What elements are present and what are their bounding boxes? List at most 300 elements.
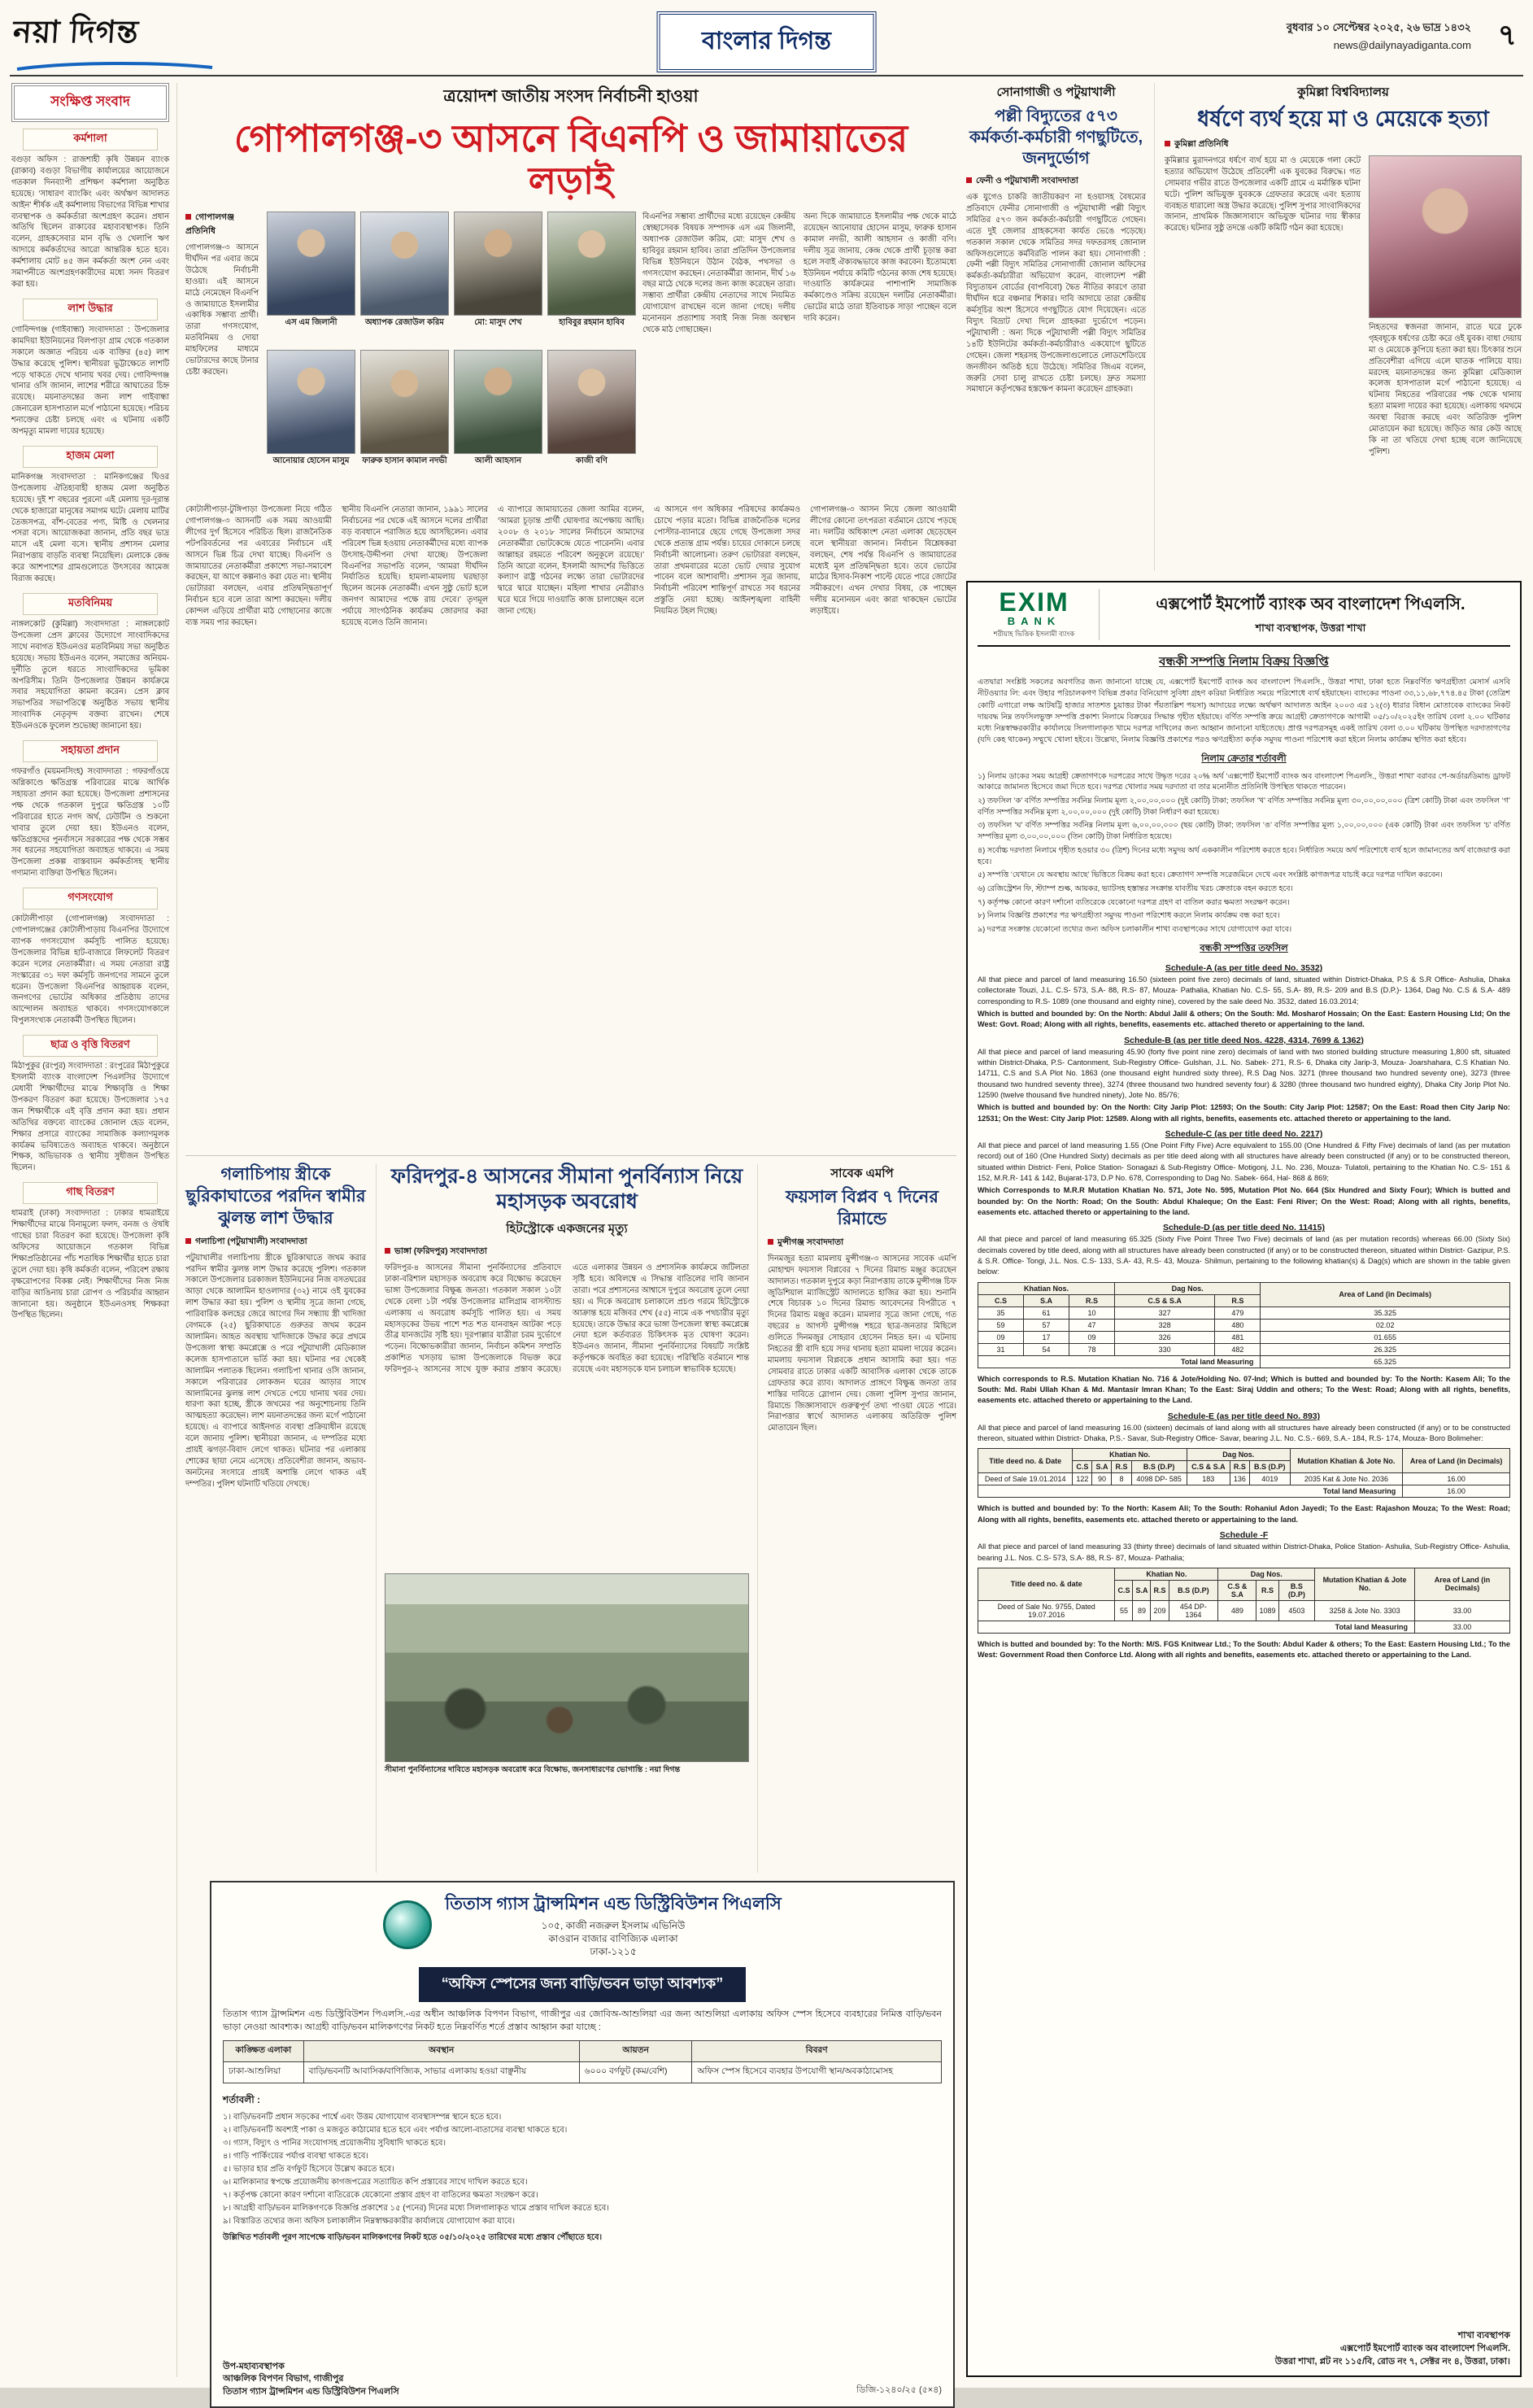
area-header: Area of Land (in Decimals)	[1403, 1449, 1510, 1473]
brief-news-item	[11, 888, 169, 1027]
schedule-d-group-row	[978, 1282, 1510, 1294]
exim-schedule-block	[978, 963, 1510, 1031]
titas-company-block	[445, 1891, 782, 1959]
table-cell: 35.325	[1261, 1307, 1510, 1319]
subheader-cell: R.S	[1069, 1294, 1114, 1307]
faridpur-headline: ফরিদপুর-৪ আসনের সীমানা পুনর্বিন্যাস নিয়ে মহাসড়ক অবরোধ	[390, 1165, 743, 1213]
logo-wordmark: নয়া দিগন্ত	[11, 15, 141, 50]
candidate-name: মো: মাসুদ শেখ	[474, 318, 522, 328]
titas-table-header-cell: আয়তন	[579, 2041, 692, 2062]
titas-ad-title: “অফিস স্পেসের জন্য বাড়ি/ভবন ভাড়া আবশ্যক”	[419, 1967, 746, 2002]
exim-condition-item: ৯) দরপত্র সংক্রান্ত যেকোনো তথ্যের জন্য অফিস চলাকালীন শাখা ব্যবস্থাপকের সাথে যোগাযোগ করা যাবে।	[978, 924, 1292, 934]
khatian-group-header: Khatian No.	[1115, 1568, 1218, 1580]
candidate-name: হাবিবুর রহমান হাবিব	[559, 318, 625, 328]
titas-table-header-row	[224, 2041, 942, 2062]
candidate-photo	[547, 350, 636, 454]
sonagaji-body: এক যুগেও চাকরি জাতীয়করণ না হওয়াসহ বৈষম্যের প্রতিবাদে ফেনীর সোনাগাজী ও পটুয়াখালী পল্লী বিদ্যুৎ সমিতির ৫৭৩ জন কর্মকর্তা-কর্মচারী গণছুটিতে গেছেন। এতে দুই জেলার গ্রাহকসেবা কার্যত ভেঙে পড়েছে। গতকাল সকাল থেকে সমিতির সদর দফতরসহ জোনাল অফিসগুলোতে কর্মবিরতি পালন করা হয়। সোনাগাজী : ফেনী পল্লী বিদ্যুৎ সমিতির সোনাগাজী জোনাল অফিসের কর্মকর্তা-কর্মচারীরা অভিযোগ করেন, বাংলাদেশ পল্লী বিদ্যুতায়ন বোর্ডের (বাপবিবো) দ্বৈত নীতির কারণে তারা দীর্ঘদিন ধরে বঞ্চনার শিকার। দাবি আদায়ে তারা কেন্দ্রীয় কর্মসূচির অংশ হিসেবে গণছুটিতে যোগ দিয়েছেন। এতে বিদ্যুৎ বিভ্রাট দেখা দিলে গ্রাহকরা দুর্ভোগে পড়েন। পটুয়াখালী : অন্য দিকে পটুয়াখালী পল্লী বিদ্যুৎ সমিতির ১৪টি ইউনিটের কর্মকর্তা-কর্মচারীরাও একযোগে ছুটিতে গেছেন। জেলা শহরসহ উপজেলাগুলোতে লোডশেডিংয়ে জনজীবন অতিষ্ঠ হয়ে উঠেছে। সমিতির জিএম বলেন, জরুরি সেবা চালু রাখতে চেষ্টা চলছে। দ্রুত সমস্যা সমাধানে কর্তৃপক্ষের হস্তক্ষেপ কামনা করেছেন গ্রাহকরা।	[966, 193, 1146, 395]
exim-condition-item: ১) নিলাম ডাকের সময় আগ্রহী ক্রেতাগণকে দরপত্রের সাথে উদ্ধৃত দরের ২০% অর্থ ‘এক্সপোর্ট ইমপোর্ট ব্যাংক অব বাংলাদেশ পিএলসি., উত্তরা শাখা’ বরাবর পে-অর্ডার/ডিমান্ড ড্রাফট আকারে জামানত হিসেবে জমা দিতে হবে। দরপত্র খোলার সময় দরদাতা বা তার মনোনীত প্রতিনিধি উপস্থিত থাকতে পারবেন।	[978, 770, 1510, 792]
remand-body: দিনমজুর হত্যা মামলায় মুন্সীগঞ্জ-৩ আসনের সাবেক এমপি মোহাম্মদ ফয়সাল বিপ্লবের ৭ দিনের রিমান্ড মঞ্জুর করেছেন আদালত। গতকাল দুপুরে কড়া নিরাপত্তায় তাকে মুন্সীগঞ্জ চিফ জুডিশিয়াল ম্যাজিস্ট্রেট আদালতে হাজির করা হয়। শুনানি শেষে বিচারক ১০ দিনের রিমান্ড আবেদনের বিপরীতে ৭ দিনের রিমান্ড মঞ্জুর করেন। মামলার সূত্রে জানা গেছে, গত বছরের ৪ আগস্ট মুন্সীগঞ্জ শহরে ছাত্র-জনতার মিছিলে গুলিতে দিনমজুর সোহরাব হোসেন নিহত হন। এ ঘটনায় নিহতের স্ত্রী বাদি হয়ে সদর থানায় হত্যা মামলা দায়ের করেন। মামলায় ফয়সাল বিপ্লবকে প্রধান আসামি করা হয়। গত সোমবার রাতে ঢাকার একটি আবাসিক এলাকা থেকে তাকে গ্রেফতার করে র‍্যাব। আদালত প্রাঙ্গণে বিক্ষুব্ধ জনতা তার শাস্তির দাবিতে স্লোগান দেয়। জেলা পুলিশ সুপার জানান, রিমান্ডে জিজ্ঞাসাবাদে গুরুত্বপূর্ণ তথ্য পাওয়া যেতে পারে। নিরাপত্তার স্বার্থে আদালত এলাকায় অতিরিক্ত পুলিশ মোতায়েন ছিল।	[768, 1254, 956, 1433]
dag-group-header: Dag Nos.	[1114, 1282, 1260, 1294]
page-number: ৭	[1497, 18, 1517, 51]
candidate-name: আনোয়ার হোসেন মাসুম	[272, 456, 350, 466]
brief-item-body: বগুড়া অফিস : রাজশাহী কৃষি উন্নয়ন ব্যাংক (রাকাব) বগুড়া বিভাগীয় কার্যালয়ের আয়োজনে গতকাল দিনব্যাপী প্রশিক্ষণ কর্মশালা অনুষ্ঠিত হয়েছে। ‘সাধারণ ব্যাংকিং এবং অর্থঋণ আদালত আইন’ শীর্ষক এই কর্মশালায় বিভাগের বিভিন্ন শাখার ব্যবস্থাপক ও কর্মকর্তারা অংশগ্রহণ করেন। প্রধান অতিথি ছিলেন রাকাবের মহাব্যবস্থাপক। তিনি বলেন, গ্রাহকসেবার মান বৃদ্ধি ও খেলাপি ঋণ আদায়ে কর্মকর্তাদের আরো আন্তরিক হতে হবে। কর্মশালায় মোট ৪৫ জন কর্মকর্তা অংশ নেন এবং সমাপনীতে অংশগ্রহণকারীদের মধ্যে সনদ বিতরণ করা হয়।	[11, 155, 169, 289]
exim-condition-item: ২) তফসিল ‘ক’ বর্ণিত সম্পত্তির সর্বনিম্ন নিলাম মূল্য ২,০০,০০,০০০ (দুই কোটি) টাকা; তফসিল ‘খ’ বর্ণিত সম্পত্তির সর্বনিম্ন মূল্য ৩০,০০,০০,০০০ (ত্রিশ কোটি) টাকা এবং তফসিল ‘গ’ বর্ণিত সম্পত্তির সর্বনিম্ন মূল্য ২,০০,০০,০০০ (দুই কোটি) টাকা নির্ধারণ করা হয়েছে।	[978, 795, 1510, 816]
subheader-cell: S.A	[1133, 1580, 1151, 1600]
brief-news-item	[11, 593, 169, 732]
table-cell: 54	[1023, 1343, 1069, 1355]
schedule-e-title: Schedule-E (as per title deed No. 893)	[1167, 1411, 1321, 1421]
total-value: 16.00	[1403, 1485, 1510, 1498]
faridpur-byline: ভাঙ্গা (ফরিদপুর) সংবাদদাতা	[385, 1245, 749, 1259]
titas-signature	[223, 2361, 399, 2398]
titas-table-header-cell: অবস্থান	[303, 2041, 579, 2062]
candidate-name: এস এম জিলানী	[285, 318, 338, 328]
candidate-figure	[547, 350, 636, 482]
titas-logo-icon	[383, 1900, 432, 1949]
table-cell: 481	[1215, 1331, 1261, 1343]
schedule-title: Schedule-C (as per title deed No. 2217)	[1165, 1128, 1323, 1139]
cumilla-body-left: কুমিল্লার মুরাদনগরে ধর্ষণে ব্যর্থ হয়ে মা ও মেয়েকে গলা কেটে হত্যার অভিযোগ উঠেছে প্রতিবেশী এক যুবকের বিরুদ্ধে। গত সোমবার গভীর রাতে উপজেলার একটি গ্রামে এ মর্মান্তিক ঘটনা ঘটে। পুলিশ অভিযুক্ত যুবককে গ্রেফতার করেছে এবং হত্যায় ব্যবহৃত ধারালো অস্ত্র উদ্ধার করেছে। পুলিশ সুপার সাংবাদিকদের জানান, প্রাথমিক জিজ্ঞাসাবাদে অভিযুক্ত ঘটনার দায় স্বীকার করেছে। ঘটনার সুষ্ঠু তদন্তে একটি কমিটি গঠন করা হয়েছে।	[1165, 155, 1361, 233]
titas-term-item: ৩। গ্যাস, বিদ্যুৎ ও পানির সংযোগসহ প্রয়োজনীয় সুবিধাদি থাকতে হবে।	[223, 2139, 446, 2148]
faridpur-subhead: হিটস্ট্রোকে একজনের মৃত্যু	[506, 1222, 628, 1237]
candidate-figure	[360, 212, 449, 343]
titas-signature-line: আঞ্চলিক বিপণন বিভাগ, গাজীপুর	[223, 2374, 344, 2384]
article-faridpur	[376, 1164, 758, 1873]
candidate-photo	[360, 350, 449, 454]
subheader-cell: R.S	[1230, 1461, 1249, 1473]
brief-item-body: কোটালীপাড়া (গোপালগঞ্জ) সংবাদদাতা : গোপালগঞ্জের কোটালীপাড়ায় বিএনপির উদ্যোগে ব্যাপক গণসংযোগ কর্মসূচি পালিত হয়েছে। উপজেলার বিভিন্ন হাট-বাজারে লিফলেট বিতরণ করেন দলের নেতাকর্মীরা। এ সময় নেতারা রাষ্ট্র সংস্কারের ৩১ দফা কর্মসূচি জনগণের সামনে তুলে ধরেন। উপজেলা বিএনপির আহ্বায়ক বলেন, জনগণের ভোটের অধিকার প্রতিষ্ঠায় তাদের আন্দোলন অব্যাহত থাকবে। গণসংযোগকালে বিপুলসংখ্যক নেতাকর্মী উপস্থিত ছিলেন।	[11, 914, 169, 1026]
table-row	[978, 1331, 1510, 1343]
exim-bank-name: এক্সপোর্ট ইমপোর্ট ব্যাংক অব বাংলাদেশ পিএলসি.	[1156, 595, 1465, 613]
table-cell: 55	[1115, 1600, 1133, 1621]
exim-conditions-title: নিলাম ক্রেতার শর্তাবলী	[1201, 753, 1287, 764]
exim-condition-item: ৭) কর্তৃপক্ষ কোনো কারণ দর্শানো ব্যতিরেকে যেকোনো দরপত্র গ্রহণ বা বাতিল করার ক্ষমতা সংরক্ষণ করেন।	[978, 896, 1290, 906]
candidate-figure	[454, 350, 542, 482]
candidate-name: কাজী বণি	[576, 456, 608, 466]
total-row	[978, 1485, 1510, 1498]
subheader-cell: C.S	[978, 1294, 1024, 1307]
table-cell: 136	[1230, 1473, 1249, 1485]
exim-schedule-block	[978, 1036, 1510, 1124]
lead-story	[185, 83, 956, 1147]
candidate-photo	[547, 212, 636, 316]
schedule-text: All that piece and parcel of land measuring 45.90 (forty five point nine zero) decimals of land with two storied building structure measuring 1,800 sft, situated within District-Dhaka, P.S- Cantonment, Sub-Registry Office- Gulshan, J.L. No. Sabek- 271, R.S- 6, Dhaka city Jarip-3, Mouza- Joarshahara, C.S Khatian No. 14711, C.S and S.A Plot No. 1863 (one thousand eight hundred sixty three), R.S Dag Nos. 3271 (three thousand two hundred seventy one), 3273 (three thousand two hundred seventy three), 3274 (three thousand two hundred seventy four) & 3280 (three thousand two hundred eighty), Dhaka City Jorip Plot No. 12590 (twelve thousand five hundred ninety), Jote No. 85/76;	[978, 1047, 1510, 1099]
middle-articles-row	[185, 1155, 956, 1873]
exim-title-block	[1111, 592, 1510, 638]
right-column	[966, 83, 1522, 2379]
subheader-cell: R.S	[1112, 1461, 1131, 1473]
victim-photo	[1369, 155, 1522, 318]
galachipa-byline: গলাচিপা (পটুয়াখালী) সংবাদদাতা	[185, 1236, 366, 1250]
table-cell: 209	[1151, 1600, 1169, 1621]
titas-requirements-table	[223, 2040, 942, 2083]
article-cumilla	[1165, 83, 1522, 571]
titas-footer	[223, 2361, 942, 2398]
schedule-d-title: Schedule-D (as per title deed No. 11415)	[1163, 1223, 1325, 1233]
brief-news-column	[11, 83, 177, 2377]
brief-item-body: ধামরাই (ঢাকা) সংবাদদাতা : ঢাকার ধামরাইয়ে শিক্ষার্থীদের মাঝে বিনামূল্যে ফলদ, বনজ ও ঔষধি গাছের চারা বিতরণ করা হয়েছে। উপজেলা কৃষি অফিসের আয়োজনে গতকাল বিভিন্ন শিক্ষাপ্রতিষ্ঠানের পাঁচ শতাধিক শিক্ষার্থীর হাতে চারা তুলে দেয়া হয়। কৃষি কর্মকর্তা বলেন, পরিবেশ রক্ষায় বৃক্ষরোপণের বিকল্প নেই। শিক্ষার্থীদের নিজ নিজ বাড়ির আঙিনায় চারা রোপণ ও পরিচর্যার আহ্বান জানানো হয়। অনুষ্ঠানে ইউএনওসহ শিক্ষকরা উপস্থিত ছিলেন।	[11, 1209, 169, 1320]
subheader-cell: R.S	[1151, 1580, 1169, 1600]
titas-gas-ad	[210, 1881, 955, 2408]
center-column	[185, 83, 956, 2397]
lead-headline: গোপালগঞ্জ-৩ আসনে বিএনপি ও জামায়াতের লড়াই	[233, 117, 908, 202]
table-cell: 01.655	[1261, 1331, 1510, 1343]
logo-swoosh-icon	[13, 60, 216, 73]
galachipa-body: পটুয়াখালীর গলাচিপায় স্ত্রীকে ছুরিকাঘাতে জখম করার পরদিন স্বামীর ঝুলন্ত লাশ উদ্ধার করেছে পুলিশ। গতকাল সকালে উপজেলার চরকাজল ইউনিয়নের নিজ বসতঘরের আড়া থেকে আলামিন হাওলাদার (৩২) নামে ওই যুবকের লাশ উদ্ধার করা হয়। পুলিশ ও স্থানীয় সূত্রে জানা গেছে, পারিবারিক কলহের জেরে আগের দিন সন্ধ্যায় স্ত্রী খাদিজা বেগমকে (২৫) ছুরিকাঘাতে গুরুতর জখম করেন আলামিন। আহত অবস্থায় খাদিজাকে উদ্ধার করে প্রথমে উপজেলা স্বাস্থ্য কমপ্লেক্সে ও পরে পটুয়াখালী মেডিক্যাল কলেজ হাসপাতালে ভর্তি করা হয়। ঘটনার পর থেকেই আলামিন পলাতক ছিলেন। গলাচিপা থানার ওসি জানান, সকালে পরিবারের লোকজন ঘরের আড়ার সাথে আলামিনের ঝুলন্ত লাশ দেখতে পেয়ে থানায় খবর দেয়। ধারণা করা হচ্ছে, স্ত্রীকে জখমের পর অনুশোচনায় তিনি আত্মহত্যা করেছেন। লাশ ময়নাতদন্তের জন্য মর্গে পাঠানো হয়েছে। এ ব্যাপারে আইনগত ব্যবস্থা প্রক্রিয়াধীন রয়েছে বলে জানায় পুলিশ। স্থানীয়রা জানান, এ দম্পতির মধ্যে প্রায়ই ঝগড়া-বিবাদ লেগে থাকত। ঘটনার পর এলাকায় শোকের ছায়া নেমে এসেছে। প্রতিবেশীরা জানান, অভাব-অনটনের সংসারে প্রায়ই অশান্তি লেগে থাকত এই দম্পতির। পুলিশ ঘটনাটি খতিয়ে দেখছে।	[185, 1253, 366, 1489]
newspaper-logo	[13, 8, 257, 77]
candidate-photo	[454, 350, 542, 454]
schedule-f-title: Schedule -F	[1219, 1530, 1269, 1541]
table-cell: 454 DP- 1364	[1169, 1600, 1218, 1621]
brief-item-title: কর্মশালা	[23, 129, 159, 150]
brief-news-header	[11, 83, 169, 122]
table-cell: 326	[1114, 1331, 1214, 1343]
schedule-d-rows	[978, 1307, 1510, 1355]
titas-table-cell: অফিস স্পেস হিসেবে ব্যবহার উপযোগী স্থান/অবকাঠামোসহ	[692, 2062, 942, 2083]
table-cell: 33.00	[1414, 1600, 1509, 1621]
titas-table-cell: ৬০০০ বর্গফুট (কম/বেশি)	[579, 2062, 692, 2083]
brief-item-body: মানিকগঞ্জ সংবাদদাতা : মানিকগঞ্জের ঘিওর উপজেলায় ঐতিহ্যবাহী হাজম মেলা অনুষ্ঠিত হয়েছে। দুই শ’ বছরের পুরনো এই মেলায় দূর-দূরান্ত থেকে হাজারো মানুষের সমাগম ঘটে। মেলায় মাটির তৈজসপত্র, বাঁশ-বেতের পণ্য, মিষ্টি ও খেলনার পসরা বসে। আয়োজকরা জানান, প্রতি বছর ভাদ্র মাসে এই মেলা বসে। স্থানীয় প্রশাসন মেলার নিরাপত্তায় বাড়তি ব্যবস্থা নিয়েছিল। মেলাকে কেন্দ্র করে আশপাশের গ্রামগুলোতে উৎসবের আমেজ বিরাজ করছে।	[11, 472, 169, 584]
table-cell: 61	[1023, 1307, 1069, 1319]
subheader-cell: C.S	[1073, 1461, 1092, 1473]
brief-news-item	[11, 1035, 169, 1174]
lead-kicker: ত্রয়োদশ জাতীয় সংসদ নির্বাচনী হাওয়া	[443, 87, 699, 106]
titas-terms-list	[223, 2112, 942, 2229]
table-row	[978, 1473, 1510, 1485]
cumilla-body-right: নিহতদের স্বজনরা জানান, রাতে ঘরে ঢুকে গৃহবধূকে ধর্ষণের চেষ্টা করে ওই যুবক। বাধা দেয়ায় মা ও মেয়েকে কুপিয়ে হত্যা করা হয়। চিৎকার শুনে প্রতিবেশীরা এগিয়ে এলে ঘাতক পালিয়ে যায়। মরদেহ ময়নাতদন্তের জন্য কুমিল্লা মেডিক্যাল কলেজ হাসপাতাল মর্গে পাঠানো হয়েছে। এ ঘটনায় নিহতের পরিবারের পক্ষ থেকে থানায় হত্যা মামলা দায়ের করা হয়েছে। এলাকায় থমথমে অবস্থা বিরাজ করছে এবং অতিরিক্ত পুলিশ মোতায়েন করা হয়েছে। জড়িত আর কেউ আছে কি না তা খতিয়ে দেখা হচ্ছে বলে জানিয়েছে পুলিশ।	[1369, 322, 1522, 456]
candidate-photo	[360, 212, 449, 316]
contact-email-link[interactable]: news@dailynayadiganta.com	[1333, 38, 1471, 51]
titas-signature-line: উপ-মহাব্যবস্থাপক	[223, 2361, 285, 2371]
subheader-cell: B.S (D.P)	[1249, 1461, 1290, 1473]
table-row	[978, 1319, 1510, 1331]
dag-group-header: Dag Nos.	[1187, 1449, 1290, 1461]
table-cell: 26.325	[1261, 1343, 1510, 1355]
schedule-e-rows	[978, 1473, 1510, 1485]
schedule-f-rows	[978, 1600, 1510, 1621]
brief-item-title: সহায়তা প্রদান	[23, 740, 159, 762]
candidate-name: আলী আহসান	[474, 456, 522, 466]
cumilla-headline: ধর্ষণে ব্যর্থ হয়ে মা ও মেয়েকে হত্যা	[1197, 107, 1489, 131]
faridpur-body: ফরিদপুর-৪ আসনের সীমানা পুনর্বিন্যাসের প্রতিবাদে ঢাকা-বরিশাল মহাসড়ক অবরোধ করে বিক্ষোভ করেছেন ভাঙ্গা উপজেলার বিক্ষুব্ধ জনতা। গতকাল সকাল ১০টা থেকে বেলা ১টা পর্যন্ত উপজেলার মালিগ্রাম বাসস্ট্যান্ড এলাকায় এ অবরোধ কর্মসূচি পালিত হয়। এ সময় মহাসড়কের উভয় পাশে শত শত যানবাহন আটকা পড়ে তীব্র যানজটের সৃষ্টি হয়। দূরপাল্লার যাত্রীরা চরম দুর্ভোগে পড়েন। বিক্ষোভকারীরা জানান, নির্বাচন কমিশন সম্প্রতি প্রকাশিত খসড়ায় ভাঙ্গা উপজেলাকে বিভক্ত করে ফরিদপুর-২ আসনের সাথে যুক্ত করার প্রস্তাব করেছে। এতে এলাকার উন্নয়ন ও প্রশাসনিক কার্যক্রমে জটিলতা সৃষ্টি হবে। অবিলম্বে এ সিদ্ধান্ত বাতিলের দাবি জানান তারা। পরে প্রশাসনের আশ্বাসে দুপুরে অবরোধ তুলে নেয়া হয়। এ দিকে অবরোধ চলাকালে প্রচণ্ড গরমে হিটস্ট্রোকে আক্রান্ত হয়ে মজিবর শেখ (৫৫) নামে এক পথচারীর মৃত্যু হয়েছে। তাকে উদ্ধার করে ভাঙ্গা উপজেলা স্বাস্থ্য কমপ্লেক্সে নেয়া হলে কর্তব্যরত চিকিৎসক মৃত ঘোষণা করেন। ইউএনও জানান, সীমানা পুনর্বিন্যাসের বিষয়টি সংশ্লিষ্ট কর্তৃপক্ষকে অবহিত করা হয়েছে। পরিস্থিতি বর্তমানে শান্ত রয়েছে এবং মহাসড়কে যান চলাচল স্বাভাবিক হয়েছে।	[385, 1263, 749, 1375]
candidate-figure	[267, 212, 355, 343]
table-cell: 8	[1112, 1473, 1131, 1485]
brief-item-title: মতবিনিময়	[23, 593, 159, 615]
schedule-e-bounded: Which is butted and bounded by: To the North: Kasem Ali; To the South: Rohaniul Adon Jayedi; To the East: Rajashon Mouza; To the West: Road; Along with all rights, benefits, easements etc. attached thereto or appertaining to the land.	[978, 1504, 1510, 1524]
total-label: Total land Measuring	[978, 1485, 1403, 1498]
titas-table-header-cell: কাঙ্ক্ষিত এলাকা	[224, 2041, 304, 2062]
candidate-photo	[454, 212, 542, 316]
lead-intro-column	[185, 212, 259, 495]
lead-byline: গোপালগঞ্জ প্রতিনিধি	[185, 212, 259, 239]
table-cell: 35	[978, 1307, 1024, 1319]
table-row	[978, 1600, 1510, 1621]
subheader-cell: C.S	[1115, 1580, 1133, 1600]
exim-legal-text: এতদ্বারা সংশ্লিষ্ট সকলের অবগতির জন্য জানানো যাচ্ছে যে, এক্সপোর্ট ইমপোর্ট ব্যাংক অব বাংলাদেশ পিএলসি., উত্তরা শাখা, ঢাকা হতে নিম্নবর্ণিত ঋণগ্রহীতা মেসার্স এসবি নীটওয়্যার লি: এবং উহার পরিচালকগণ বিভিন্ন প্রকার বিনিয়োগ সুবিধা গ্রহণ করিয়া নির্ধারিত সময়ে পরিশোধে ব্যর্থ হইয়াছেন। ব্যাংকের পাওনা ৩৩,১১,৬৮,৭৭৪.৪৫ টাকা (তেত্রিশ কোটি এগারো লক্ষ আটষট্টি হাজার সাতশত চুয়াত্তর টাকা পঁয়তাল্লিশ পয়সা) আদায়ের লক্ষ্যে অর্থঋণ আদালত আইন ২০০৩ এর ১২(৩) ধারার বিধান মোতাবেক ব্যাংকের নিকট দায়বদ্ধ নিম্ন তফসিলভুক্ত সম্পত্তি প্রকাশ্য নিলামে বিক্রয়ের সিদ্ধান্ত গৃহীত হইয়াছে। বর্ণিত সম্পত্তি ক্রয়ে আগ্রহী ক্রেতাগণকে আগামী ০৫/১০/২০২৫ইং তারিখ বেলা ২.০০ ঘটিকার মধ্যে নিম্নস্বাক্ষরকারীর কার্যালয়ে সিলগালাকৃত খামে দরপত্র দাখিলের জন্য আহ্বান জানানো যাইতেছে। প্রাপ্ত দরপত্রসমূহ একই তারিখ বেলা ৩.০০ ঘটিকায় উপস্থিত দরদাতাগণের (যদি কেহ থাকেন) সম্মুখে খোলা হইবে। উল্লেখ্য, নিলাম বিজ্ঞপ্তি প্রকাশের পরও ঋণগ্রহীতা কর্তৃক সমুদয় পাওনা পরিশোধ করা হইলে নিলাম কার্যক্রম স্থগিত করা হইবে।	[978, 678, 1510, 745]
candidate-figure	[360, 350, 449, 482]
section-banner-label: বাংলার দিগন্ত	[702, 28, 831, 55]
brief-item-body: নাঙ্গলকোট (কুমিল্লা) সংবাদদাতা : নাঙ্গলকোট উপজেলা প্রেস ক্লাবের উদ্যোগে সাংবাদিকদের সাথে নবাগত ইউএনওর মতবিনিময় সভা অনুষ্ঠিত হয়েছে। সভায় ইউএনও বলেন, সমাজের অনিয়ম-দুর্নীতি তুলে ধরতে সাংবাদিকদের ভূমিকা অপরিসীম। তিনি উপজেলার উন্নয়ন কার্যক্রমে সবার সহযোগিতা কামনা করেন। প্রেস ক্লাব সভাপতির সভাপতিত্বে অনুষ্ঠিত সভায় স্থানীয় সাংবাদিক নেতৃবৃন্দ বক্তব্য রাখেন। শেষে ইউএনওকে ফুলেল শুভেচ্ছা জানানো হয়।	[11, 620, 169, 731]
exim-condition-item: ৫) সম্পত্তি ‘যেখানে যে অবস্থায় আছে’ ভিত্তিতে বিক্রয় করা হবে। ক্রেতাগণ সম্পত্তি সরেজমিনে দেখে এবং সংশ্লিষ্ট কাগজপত্র যাচাই করে দরপত্র দাখিল করবেন।	[978, 870, 1443, 879]
date-line: বুধবার ১০ সেপ্টেম্বর ২০২৫, ২৬ ভাদ্র ১৪৩২	[1286, 21, 1471, 33]
brief-news-item	[11, 740, 169, 879]
total-label: Total land Measuring	[978, 1621, 1415, 1633]
article-remand	[768, 1164, 956, 1873]
exim-signature-line: এক্সপোর্ট ইমপোর্ট ব্যাংক অব বাংলাদেশ পিএলসি.	[1339, 2344, 1510, 2354]
titas-company-name: তিতাস গ্যাস ট্রান্সমিশন এন্ড ডিস্ট্রিবিউশন পিএলসি	[445, 1895, 782, 1914]
brief-item-title: লাশ উদ্ধার	[23, 299, 159, 321]
brief-item-body: মিঠাপুকুর (রংপুর) সংবাদদাতা : রংপুরের মিঠাপুকুরে ইসলামী ব্যাংক বাংলাদেশ পিএলসির উদ্যোগে মেধাবী শিক্ষার্থীদের মাঝে শিক্ষাবৃত্তি ও শিক্ষা উপকরণ বিতরণ করা হয়েছে। উপজেলার ১৭৫ জন শিক্ষার্থীকে এই বৃত্তি প্রদান করা হয়। প্রধান অতিথির বক্তব্যে ব্যাংকের জোনাল হেড বলেন, শিক্ষার প্রসারে ব্যাংকের সামাজিক কল্যাণমূলক কার্যক্রম ভবিষ্যতেও অব্যাহত থাকবে। অনুষ্ঠানে শিক্ষক, অভিভাবক ও স্থানীয় সুধীজন উপস্থিত ছিলেন।	[11, 1062, 169, 1173]
right-top-articles	[966, 83, 1522, 571]
schedule-e-group-row	[978, 1449, 1510, 1461]
exim-bank-ad	[966, 581, 1522, 2377]
titas-table-header-cell: বিবরণ	[692, 2041, 942, 2062]
brief-news-item	[11, 129, 169, 290]
brief-news-list	[11, 129, 169, 1321]
table-cell: 122	[1073, 1473, 1092, 1485]
masthead-meta	[1287, 20, 1471, 55]
section-banner	[656, 11, 877, 72]
candidate-photo-grid	[267, 212, 634, 495]
table-row	[978, 1343, 1510, 1355]
titas-table-data-row	[224, 2062, 942, 2083]
titas-signature-line: তিতাস গ্যাস ট্রান্সমিশন এন্ড ডিস্ট্রিবিউশন পিএলসি	[223, 2386, 399, 2397]
brief-news-item	[11, 446, 169, 585]
brief-item-body: গফরগাঁও (ময়মনসিংহ) সংবাদদাতা : গফরগাঁওয়ে অগ্নিকাণ্ডে ক্ষতিগ্রস্ত পরিবারের মাঝে আর্থিক সহায়তা প্রদান করা হয়েছে। উপজেলা প্রশাসনের পক্ষ থেকে গতকাল দুপুরে ক্ষতিগ্রস্ত ১০টি পরিবারের হাতে নগদ অর্থ, ঢেউটিন ও শুকনো খাবার তুলে দেয়া হয়। ইউএনও বলেন, ক্ষতিগ্রস্তদের পুনর্বাসনে সরকারের পক্ষ থেকে সম্ভব সব ধরনের সহযোগিতা অব্যাহত থাকবে। এ সময় উপজেলা প্রকল্প বাস্তবায়ন কর্মকর্তাসহ স্থানীয় গণ্যমান্য ব্যক্তিরা উপস্থিত ছিলেন।	[11, 767, 169, 879]
mutation-header: Mutation Khatian & Jote No.	[1315, 1568, 1415, 1600]
lead-body-columns	[185, 504, 956, 1147]
table-cell: 09	[1069, 1331, 1114, 1343]
table-cell: 90	[1092, 1473, 1112, 1485]
exim-schedule-block	[978, 1129, 1510, 1218]
schedule-d-bounded: Which corresponds to R.S. Mutation Khatian No. 716 & Jote/Holding No. 07-Ind; Which is butted and bounded by: To the North: Kasem Ali; To the South: Md. Rabi Ullah Khan & Md. Mantasir Imran Khan; To the East: Siraj Uddin and others; To the West: Road; Along with all rights, benefits, easements etc. attached thereto or appertaining to the Land.	[978, 1374, 1510, 1405]
brief-news-title: সংক্ষিপ্ত সংবাদ	[50, 94, 130, 109]
candidate-photo	[267, 212, 355, 316]
subheader-cell: C.S & S.A	[1187, 1461, 1230, 1473]
exim-signature	[978, 2330, 1510, 2369]
mutation-header: Mutation Khatian & Jote No.	[1290, 1449, 1403, 1473]
titas-intro-text: তিতাস গ্যাস ট্রান্সমিশন এন্ড ডিস্ট্রিবিউশন পিএলসি.-এর অধীন আঞ্চলিক বিপণন বিভাগ, গাজীপুর এর জোবিঅ-আশুলিয়া এর জন্য আশুলিয়া এলাকায় অফিস স্পেস হিসেবে ব্যবহারের নিমিত্ত বাড়ি/ভবন ভাড়া নেওয়া আবশ্যক। আগ্রহী বাড়ি/ভবন মালিকগণের নিকট হতে নিম্নবর্ণিত শর্তে প্রস্তাব আহ্বান করা যাচ্ছে :	[223, 2009, 942, 2032]
table-cell: Deed of Sale No. 9755, Dated 19.07.2016	[978, 1600, 1115, 1621]
schedule-f-group-row	[978, 1568, 1510, 1580]
titas-address-3: ঢাকা-১২১৫	[590, 1946, 637, 1958]
schedule-d-table	[978, 1282, 1510, 1368]
titas-term-item: ৪। গাড়ি পার্কিংয়ের পর্যাপ্ত ব্যবস্থা থাকতে হবে।	[223, 2152, 368, 2162]
lead-body-column: কোটালীপাড়া-টুঙ্গিপাড়া উপজেলা নিয়ে গঠিত গোপালগঞ্জ-৩ আসনটি এক সময় আওয়ামী লীগের দুর্গ হিসেবে পরিচিত ছিল। রাজনৈতিক পটপরিবর্তনের পর এবারের নির্বাচনে এই আসনে ভিন্ন চিত্র দেখা যাচ্ছে। বিএনপি ও জামায়াতের নেতাকর্মীরা প্রকাশ্যে সভা-সমাবেশ করছেন, যা আগে কল্পনাও করা যেত না। স্থানীয় ভোটাররা বলছেন, এবার প্রতিদ্বন্দ্বিতাপূর্ণ নির্বাচন হবে বলে তারা আশা করছেন। দলীয় কোন্দল এড়িয়ে প্রার্থীরা মাঠ গোছানোর কাজে ব্যস্ত সময় পার করছেন।	[185, 505, 332, 628]
schedule-d-text: All that piece and parcel of land measuring 65.325 (Sixty Five Point Three Two Five) decimals of land (as per mutation records) whereas 66.00 (Sixty Six) decimals covered by title deed, along with all structures have already been constructed (if any) or to be constructed thereon, situated within District- Gazipur, P.S. & S.R. Office- Tongi, J.L. Nos. C.S- 133, S.A- 43, R.S- 43, Mouza- Shilmun, pertaining to the following khatian(s) & Dag(s) which are shown in the table given below:	[978, 1235, 1510, 1276]
candidate-name: অধ্যাপক রেজাউল করিম	[365, 318, 444, 328]
lead-top-block	[185, 212, 956, 495]
lead-column-3: অন্য দিকে জামায়াতে ইসলামীর পক্ষ থেকে মাঠে রয়েছেন আনোয়ার হোসেন মাসুম, ফারুক হাসান কামাল নদভী, আলী আহসান ও কাজী বণি। দলীয় সূত্র জানায়, কেন্দ্র থেকে প্রার্থী চূড়ান্ত করা হলে সবাই ঐক্যবদ্ধভাবে কাজ করবেন। ইতোমধ্যে ইউনিয়ন পর্যায়ে কমিটি গঠনের কাজ শেষ হয়েছে। দাওয়াতি কার্যক্রমের পাশাপাশি সামাজিক কর্মকাণ্ডেও সক্রিয় রয়েছেন দলটির নেতাকর্মীরা। ভোটের মাঠে তারা ইতিবাচক সাড়া পাচ্ছেন বলে দাবি করেন।	[804, 212, 956, 324]
table-cell: 16.00	[1403, 1473, 1510, 1485]
lead-body-column: গোপালগঞ্জ-৩ আসন নিয়ে জেলা আওয়ামী লীগের কোনো তৎপরতা বর্তমানে চোখে পড়ছে না। দলটির অধিকাংশ নেতা এলাকা ছেড়েছেন বলে স্থানীয়রা জানান। নির্বাচন বিশ্লেষকরা বলছেন, শেষ পর্যন্ত বিএনপি ও জামায়াতের মধ্যেই মূল প্রতিদ্বন্দ্বিতা হবে। তবে ভোটের মাঠের হিসাব-নিকাশ পাল্টে যেতে পারে জোটের সমীকরণে। এখন দেখার বিষয়, কে পাচ্ছেন দলীয় মনোনয়ন এবং কারা থাকছেন ভোটের লড়াইয়ে।	[810, 505, 956, 617]
table-cell: 02.02	[1261, 1319, 1510, 1331]
table-cell: 480	[1215, 1319, 1261, 1331]
table-cell: 330	[1114, 1343, 1214, 1355]
schedule-title: Schedule-A (as per title deed No. 3532)	[1165, 962, 1323, 973]
table-cell: 78	[1069, 1343, 1114, 1355]
brief-item-title: হাজম মেলা	[23, 446, 159, 468]
total-row	[978, 1355, 1510, 1368]
lead-body-column: এ ব্যাপারে জামায়াতের জেলা আমির বলেন, ‘আমরা চূড়ান্ত প্রার্থী ঘোষণার অপেক্ষায় আছি। ২০০৮ ও ২০১৮ সালের নির্বাচনে আমাদের নেতাকর্মীরা ভোটকেন্দ্রে যেতে পারেননি। এবার আল্লাহর রহমতে পরিবেশ অনুকূলে রয়েছে।’ তিনি আরো বলেন, ইসলামী আদর্শের ভিত্তিতে কল্যাণ রাষ্ট্র গঠনের লক্ষ্যে তারা ভোটারদের দ্বারে দ্বারে যাচ্ছেন। মহিলা শাখার নেত্রীরাও ঘরে ঘরে গিয়ে দাওয়াতি কাজ চালাচ্ছেন বলে জানা গেছে।	[498, 505, 644, 617]
table-cell: 47	[1069, 1319, 1114, 1331]
sonagaji-kicker: সোনাগাজী ও পটুয়াখালী	[996, 85, 1116, 99]
candidate-figure	[267, 350, 355, 482]
titas-table-cell: বাড়ি/ভবনটি আবাসিক/বাণিজ্যিক, সাভার এলাকায় হওয়া বাঞ্ছনীয়	[303, 2062, 579, 2083]
subheader-cell: C.S & S.A	[1218, 1580, 1256, 1600]
candidate-figure	[547, 212, 636, 343]
article-galachipa	[185, 1164, 366, 1873]
titas-term-item: ১। বাড়ি/ভবনটি প্রধান সড়কের পার্শ্বে এবং উত্তম যোগাযোগ ব্যবস্থাসম্পন্ন স্থানে হতে হবে।	[223, 2113, 502, 2122]
total-value: 65.325	[1261, 1355, 1510, 1368]
brief-news-item	[11, 299, 169, 438]
cumilla-body-block	[1165, 155, 1522, 458]
remand-byline: মুন্সীগঞ্জ সংবাদদাতা	[768, 1237, 956, 1250]
schedule-title: Schedule-B (as per title deed Nos. 4228, 4314, 7699 & 1362)	[1124, 1035, 1364, 1045]
exim-ad-header	[978, 589, 1510, 647]
subheader-cell: B.S (D.P)	[1278, 1580, 1315, 1600]
titas-address-1: ১০৫, কাজী নজরুল ইসলাম এভিনিউ	[541, 1920, 686, 1932]
exim-notice-title: বন্ধকী সম্পত্তি নিলাম বিক্রয় বিজ্ঞপ্তি	[1159, 655, 1329, 669]
exim-logo-word: EXIM	[999, 587, 1069, 617]
schedule-f-text: All that piece and parcel of land measuring 33 (thirty three) decimals of land situated within District-Dhaka, Police Station- Ashulia, Sub-Registry Office- Ashulia, bearing J.L. Nos. C.S- 573, S.A- 88, R.S- 87, Mouza- Pathalia;	[978, 1542, 1510, 1562]
subheader-cell: S.A	[1023, 1294, 1069, 1307]
lead-column-2: বিএনপির সম্ভাব্য প্রার্থীদের মধ্যে রয়েছেন কেন্দ্রীয় স্বেচ্ছাসেবক বিষয়ক সম্পাদক এস এম জিলানী, অধ্যাপক রেজাউল করিম, মো: মাসুদ শেখ ও হাবিবুর রহমান হাবিব। তারা প্রতিদিন উপজেলার বিভিন্ন ইউনিয়নে উঠান বৈঠক, পথসভা ও গণসংযোগ করছেন। নেতাকর্মীরা জানান, দীর্ঘ ১৬ বছর মাঠে থেকে দলের জন্য কাজ করেছেন তারা। সম্ভাব্য প্রার্থীরা কেন্দ্রীয় নেতাদের সাথে নিয়মিত যোগাযোগ রাখছেন বলে জানা গেছে। দলীয় মনোনয়ন প্রত্যাশায় সবাই নিজ নিজ অবস্থান থেকে মাঠ গোছাচ্ছেন।	[642, 212, 795, 335]
table-cell: Deed of Sale 19.01.2014	[978, 1473, 1073, 1485]
remand-headline: ফয়সাল বিপ্লব ৭ দিনের রিমান্ডে	[786, 1188, 939, 1228]
candidate-figure	[454, 212, 542, 343]
table-cell: 1089	[1256, 1600, 1278, 1621]
table-cell: 17	[1023, 1331, 1069, 1343]
brief-item-title: গাছ বিতরণ	[23, 1182, 159, 1204]
road-blockade-photo	[385, 1573, 749, 1762]
table-cell: 57	[1023, 1319, 1069, 1331]
subheader-cell: R.S	[1256, 1580, 1278, 1600]
exim-condition-item: ৪) সর্বোচ্চ দরদাতা নিলামে গৃহীত হওয়ার ৩০ (ত্রিশ) দিনের মধ্যে সমুদয় অর্থ এককালীন পরিশোধ করতে হবে। নির্ধারিত সময়ে অর্থ পরিশোধে ব্যর্থ হলে জামানতের অর্থ বাজেয়াপ্ত করা হবে।	[978, 844, 1510, 866]
table-cell: 2035 Kat & Jote No. 2036	[1290, 1473, 1403, 1485]
schedule-bounded-text: Which is butted and bounded by: On the North: City Jarip Plot: 12593; On the South: City Jarip Plot: 12587; On the East: Road then City Jarip No: 12531; On the West: City Jarip Plot: 12589. Along with all rights, benefits, easements etc. attached thereto or appertaining to the land.	[978, 1103, 1510, 1123]
exim-logo-bank: BANK	[1007, 615, 1061, 627]
titas-term-item: ৯। বিস্তারিত তথ্যের জন্য অফিস চলাকালীন নিম্নস্বাক্ষরকারীর কার্যালয়ে যোগাযোগ করা যাবে।	[223, 2217, 516, 2227]
sonagaji-headline: পল্লী বিদ্যুতের ৫৭৩ কর্মকর্তা-কর্মচারী গণছুটিতে, জনদুর্ভোগ	[969, 107, 1143, 168]
schedule-text: All that piece and parcel of land measuring 16.50 (sixteen point five zero) decimals of land, situated within District-Dhaka, P.S & S.R Office- Ashulia, Dhaka collectorate Touzi, J.L. C.S- 573, S.A- 88, R.S- 87, Mouza- Pathalia, Khatian No. C.S- 55, S.A- 89, R.S- 209 and B.S (D.P.)- 1364, Dag No. C.S & S.A- 489 corresponding to R.S- 1089 (one thousand and eighty nine), covered by the sale deed No. 3532, dated 16.03.2014;	[978, 975, 1510, 1006]
table-cell: 31	[978, 1343, 1024, 1355]
brief-item-body: গোবিন্দগঞ্জ (গাইবান্ধা) সংবাদদাতা : উপজেলার কামদিয়া ইউনিয়নের বিলপাড়া গ্রাম থেকে গতকাল সকালে অজ্ঞাত পরিচয় এক ব্যক্তির (৪৫) লাশ উদ্ধার করেছে পুলিশ। স্থানীয়রা ভুট্টাক্ষেতে লাশটি পড়ে থাকতে দেখে থানায় খবর দেয়। গোবিন্দগঞ্জ থানার ওসি জানান, লাশের শরীরে আঘাতের চিহ্ন রয়েছে। ময়নাতদন্তের জন্য লাশ গাইবান্ধা জেনারেল হাসপাতাল মর্গে পাঠানো হয়েছে। পরিচয় শনাক্তের চেষ্টা চলছে এবং এ ঘটনায় একটি অপমৃত্যু মামলা দায়ের হয়েছে।	[11, 325, 169, 437]
lead-body-column: স্থানীয় বিএনপি নেতারা জানান, ১৯৯১ সালের নির্বাচনের পর থেকে এই আসনে দলের প্রার্থীরা বড় ব্যবধানে পরাজিত হয়ে আসছিলেন। এবার পরিবেশ ভিন্ন হওয়ায় নেতাকর্মীদের মধ্যে ব্যাপক উৎসাহ-উদ্দীপনা দেখা যাচ্ছে। উপজেলা বিএনপির সভাপতি বলেন, ‘আমরা দীর্ঘদিন নির্যাতিত হয়েছি। হামলা-মামলায় ঘরছাড়া ছিলেন অনেক নেতাকর্মী। এখন সুষ্ঠু ভোট হলে জনগণ আমাদের পক্ষে রায় দেবে।’ তৃণমূল পর্যায়ে সাংগঠনিক কার্যক্রম জোরদার করা হয়েছে বলেও তিনি জানান।	[342, 505, 488, 628]
exim-condition-item: ৬) রেজিস্ট্রেশন ফি, স্ট্যাম্প শুল্ক, আয়কর, ভ্যাটসহ হস্তান্তর সংক্রান্ত যাবতীয় খরচ ক্রেতাকে বহন করতে হবে।	[978, 883, 1293, 892]
candidate-photo	[267, 350, 355, 454]
schedule-bounded-text: Which Corresponds to M.R.R Mutation Khatian No. 571, Jote No. 595, Mutation Plot No. 664 (Six Hundred and Sixty Four); Which is butted and bounded by: On the North: Road; On the South: Abdul Khaleque; On the East: Feni River; On the West: Road; Along with all rights, benefits, easements etc. attached thereto or appertaining to the land.	[978, 1186, 1510, 1217]
titas-terms-title: শর্তাবলী :	[223, 2094, 260, 2106]
schedule-f-bounded: Which is butted and bounded by: To the North: M/S. FGS Knitwear Ltd.; To the South: Abdul Kader & others; To the East: Eastern Housing Ltd.; To the West: Government Road then Conforce Ltd. Along with all rights and benefits, easements etc. attached thereto or appertaining to the Land.	[978, 1639, 1510, 1660]
khatian-group-header: Khatian No.	[1073, 1449, 1187, 1461]
subheader-cell: S.A	[1092, 1461, 1112, 1473]
lead-intro-text: গোপালগঞ্জ-৩ আসনে দীর্ঘদিন পর এবার জমে উঠেছে নির্বাচনী হাওয়া। এই আসনে মাঠে নেমেছেন বিএনপি ও জামায়াতে ইসলামীর একাধিক সম্ভাব্য প্রার্থী। তারা গণসংযোগ, মতবিনিময় ও দোয়া মাহফিলের মাধ্যমে ভোটারদের কাছে টানার চেষ্টা করছেন।	[185, 243, 259, 377]
titas-term-item: ৬। মালিকানার স্বপক্ষে প্রয়োজনীয় কাগজপত্রের সত্যায়িত কপি প্রস্তাবের সাথে দাখিল করতে হবে।	[223, 2178, 528, 2188]
titas-note: উল্লিখিত শর্তাবলী পূরণ সাপেক্ষে বাড়ি/ভবন মালিকগণের নিকট হতে ০৫/১০/২০২৫ তারিখের মধ্যে প্রস্তাব পৌঁছাতে হবে।	[223, 2233, 603, 2243]
schedule-e-text: All that piece and parcel of land measuring 16.00 (sixteen) decimals of land along with all structures have already been constructed (if any) or to be constructed thereon, situated within District- Dhaka, P.S.- Savar, Sub-Registry Office- Savar, bearing J.L. No. C.S.- 669, S.A.- 184, R.S- 174, Mouza- Boro Bolimeher:	[978, 1423, 1510, 1443]
titas-ad-header	[223, 1891, 942, 1959]
deed-header: Title deed no. & Date	[978, 1449, 1073, 1473]
titas-address-2: কাওরান বাজার বাণিজ্যিক এলাকা	[548, 1933, 678, 1945]
subheader-cell: B.S (D.P)	[1131, 1461, 1187, 1473]
table-cell: 479	[1215, 1307, 1261, 1319]
table-cell: 328	[1114, 1319, 1214, 1331]
table-cell: 3258 & Jote No. 3303	[1315, 1600, 1415, 1621]
table-cell: 4503	[1278, 1600, 1315, 1621]
cumilla-kicker: কুমিল্লা বিশ্ববিদ্যালয়	[1297, 85, 1389, 99]
remand-kicker: সাবেক এমপি	[830, 1167, 894, 1181]
titas-ad-code: ডিজি-১২৪০/২৫ (৫×৪)	[856, 2385, 942, 2396]
brief-news-item	[11, 1182, 169, 1321]
titas-term-item: ২। বাড়ি/ভবনটি অবশ্যই পাকা ও মজবুত কাঠামোর হতে হবে এবং পর্যাপ্ত আলো-বাতাসের ব্যবস্থা থাকতে হবে।	[223, 2126, 568, 2135]
exim-schedules	[978, 958, 1510, 1219]
exim-signature-line: উত্তরা শাখা, প্লট নং ১১৫/বি, রোড নং ৭, সেক্টর নং ৪, উত্তরা, ঢাকা।	[1274, 2357, 1510, 2367]
area-header: Area of Land (in Decimals)	[1414, 1568, 1509, 1600]
table-cell: 4019	[1249, 1473, 1290, 1485]
khatian-group-header: Khatian Nos.	[978, 1282, 1115, 1294]
sonagaji-byline: ফেনী ও পটুয়াখালী সংবাদদাতা	[966, 175, 1146, 189]
exim-branch-line: শাখা ব্যবস্থাপক, উত্তরা শাখা	[1255, 622, 1366, 634]
area-header: Area of Land (in Decimals)	[1261, 1282, 1510, 1307]
brief-item-title: গণসংযোগ	[23, 888, 159, 910]
table-row	[978, 1307, 1510, 1319]
cumilla-right-column	[1369, 155, 1522, 458]
deed-header: Title deed no. & date	[978, 1568, 1115, 1600]
schedule-text: All that piece and parcel of land measuring 1.55 (One Point Fifty Five) Acre equivalent to 155.00 (One Hundred & Fifty Five) decimals of land (as per mutation record) out of 160 (One Hundred Sixty) decimals as per title deed along with all structures have already been constructed (if any) or to be constructed thereon, situated within District- Feni, Police Station- Sonagazi & Sub-Registry Office- Motigonj, J.L. No. 236, Mouza- Tulatoli, pertaining to the Khatian No. C.S- 151 & 152, M.R.R- 141 & 142, Bujarat-173, D.P No. 678, Corresponding to Dag No. Sabek- 664, Hal- 868 & 869;	[978, 1141, 1510, 1182]
titas-term-item: ৫। ভাড়ার হার প্রতি বর্গফুট হিসেবে উল্লেখ করতে হবে।	[223, 2165, 394, 2175]
exim-signature-line: শাখা ব্যবস্থাপক	[1457, 2331, 1510, 2341]
article-sonagaji	[966, 83, 1155, 571]
schedule-e-table	[978, 1448, 1510, 1498]
table-cell: 59	[978, 1319, 1024, 1331]
brief-item-title: ছাত্র ও বৃত্তি বিতরণ	[23, 1035, 159, 1057]
exim-condition-item: ৩) তফসিল ‘ঘ’ বর্ণিত সম্পত্তির সর্বনিম্ন নিলাম মূল্য ৬,০০,০০,০০০ (ছয় কোটি) টাকা; তফসিল ‘ঙ’ বর্ণিত সম্পত্তির মূল্য ১,০০,০০,০০০ (এক কোটি) টাকা এবং তফসিল ‘চ’ বর্ণিত সম্পত্তির মূল্য ৩,০০,০০,০০০ (তিন কোটি) টাকা নির্ধারিত হয়েছে।	[978, 820, 1510, 841]
candidate-name: ফারুক হাসান কামাল নদভী	[362, 456, 447, 466]
table-cell: 4098 DP- 585	[1131, 1473, 1187, 1485]
table-cell: 327	[1114, 1307, 1214, 1319]
total-row	[978, 1621, 1510, 1633]
lead-body-column: এ আসনে গণ অধিকার পরিষদের কার্যক্রমও চোখে পড়ার মতো। বিভিন্ন রাজনৈতিক দলের পোস্টার-ব্যানারে ছেয়ে গেছে উপজেলা সদর থেকে প্রত্যন্ত গ্রাম পর্যন্ত। চায়ের দোকানে চলছে নির্বাচনী আলোচনা। তরুণ ভোটাররা বলছেন, তারা প্রথমবারের মতো ভোট দেয়ার সুযোগ পাবেন বলে আশাবাদী। প্রশাসন সূত্র জানায়, নির্বাচনী পরিবেশ শান্তিপূর্ণ রাখতে সব ধরনের প্রস্তুতি নেয়া হচ্ছে। আইনশৃঙ্খলা বাহিনী নিয়মিত টহল দিচ্ছে।	[654, 505, 800, 617]
schedule-bounded-text: Which is butted and bounded by: On the North: Abdul Jalil & others; On the South: Md. Mosharof Hossain; On the East: Eastern Housing Ltd; On the West: Govt. Road; Along with all rights, benefits, easements etc. attached thereto or appertaining to the land.	[978, 1009, 1510, 1029]
exim-conditions-list	[978, 770, 1510, 937]
titas-table-cell: ঢাকা-আশুলিয়া	[224, 2062, 304, 2083]
titas-term-item: ৮। আগ্রহী বাড়ি/ভবন মালিকগণকে বিজ্ঞপ্তি প্রকাশের ১৫ (পনের) দিনের মধ্যে সিলগালাকৃত খামে প্রস্তাব দাখিল করতে হবে।	[223, 2204, 609, 2214]
titas-term-item: ৭। কর্তৃপক্ষ কোনো কারণ দর্শানো ব্যতিরেকে যেকোনো প্রস্তাব গ্রহণ বা বাতিলের ক্ষমতা সংরক্ষণ করে।	[223, 2191, 538, 2201]
table-cell: 183	[1187, 1473, 1230, 1485]
exim-tafsil-heading: বন্ধকী সম্পত্তির তফসিল	[1200, 943, 1288, 953]
table-cell: 482	[1215, 1343, 1261, 1355]
table-cell: 489	[1218, 1600, 1256, 1621]
exim-condition-item: ৮) নিলাম বিজ্ঞপ্তি প্রকাশের পর ঋণগ্রহীতা সমুদয় পাওনা পরিশোধ করলে নিলাম কার্যক্রম বন্ধ করা হবে।	[978, 910, 1280, 920]
galachipa-headline: গলাচিপায় স্ত্রীকে ছুরিকাঘাতের পরদিন স্বামীর ঝুলন্ত লাশ উদ্ধার	[185, 1165, 366, 1228]
table-cell: 10	[1069, 1307, 1114, 1319]
table-cell: 89	[1133, 1600, 1151, 1621]
total-value: 33.00	[1414, 1621, 1509, 1633]
masthead	[10, 0, 1523, 76]
exim-logo-tagline: শরীয়াহ ভিত্তিক ইসলামী ব্যাংক	[993, 630, 1075, 638]
total-label: Total land Measuring	[978, 1355, 1261, 1368]
subheader-cell: B.S (D.P)	[1169, 1580, 1218, 1600]
subheader-cell: C.S & S.A	[1114, 1294, 1214, 1307]
exim-bank-logo	[978, 589, 1100, 640]
subheader-cell: R.S	[1215, 1294, 1261, 1307]
road-photo-caption: সীমানা পুনর্বিন্যাসের দাবিতে মহাসড়ক অবরোধ করে বিক্ষোভ, জনসাধারণের ভোগান্তি : নয়া দিগন্ত	[385, 1765, 681, 1775]
dag-group-header: Dag Nos.	[1218, 1568, 1315, 1580]
cumilla-byline: কুমিল্লা প্রতিনিধি	[1165, 138, 1522, 152]
schedule-f-table	[978, 1568, 1510, 1634]
table-cell: 09	[978, 1331, 1024, 1343]
